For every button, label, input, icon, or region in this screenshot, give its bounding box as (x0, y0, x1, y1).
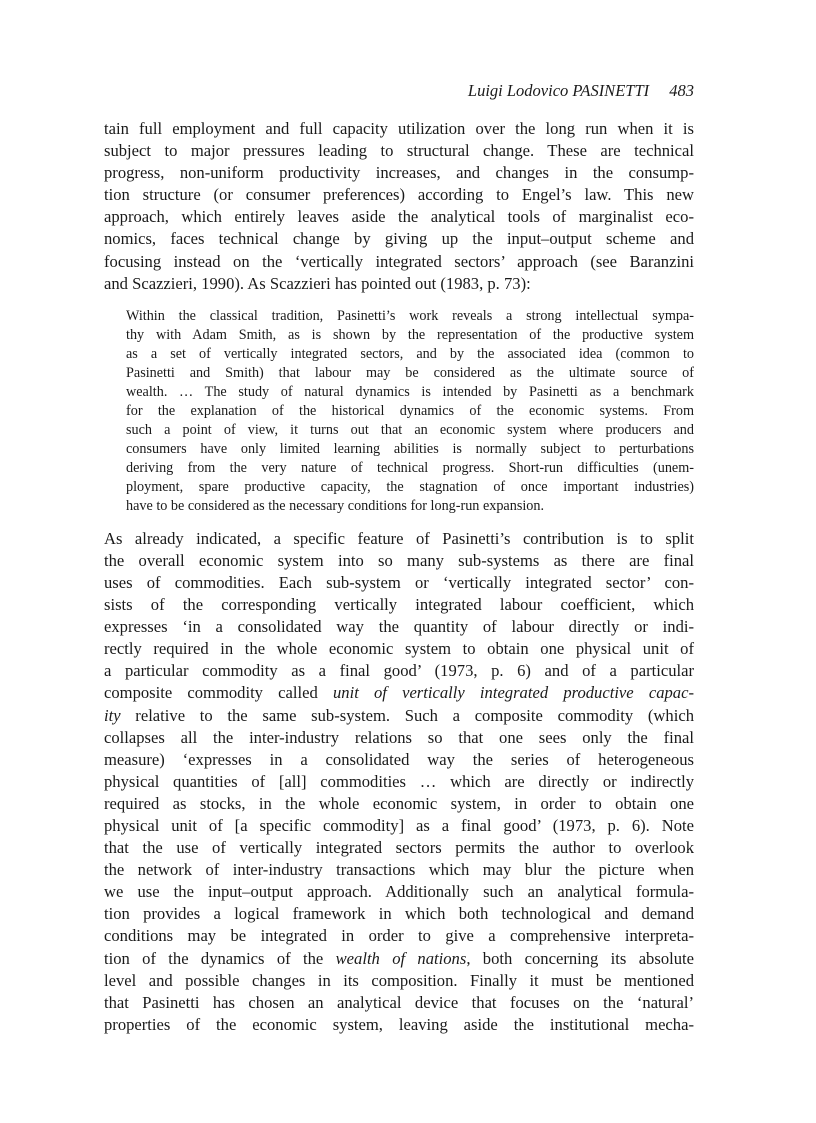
quote-line: for the explanation of the historical dynamics of the economic systems. From (126, 402, 694, 419)
text-line: subject to major pressures leading to structural change. These are technical (104, 141, 694, 161)
text-line: a particular commodity as a final good’ (1973, p. 6) and of a particular (104, 661, 694, 681)
quote-line: deriving from the very nature of technical progress. Short-run difficulties (unem- (126, 459, 694, 476)
text-line: physical quantities of [all] commodities … which are directly or indirectly (104, 771, 694, 791)
quote-line: consumers have only limited learning abilities is normally subject to perturbations (126, 440, 694, 457)
paragraph-2 (104, 528, 694, 1036)
text-line: focusing instead on the ‘vertically integrated sectors’ approach (see Baranzini (104, 251, 694, 271)
text-line: measure) ‘expresses in a consolidated way the series of heterogeneous (104, 749, 694, 769)
text-line: nomics, faces technical change by giving up the input–output scheme and (104, 229, 694, 249)
text-line: progress, non-uniform productivity increases, and changes in the consump- (104, 163, 694, 183)
text-line: tion structure (or consumer preferences) according to Engel’s law. This new (104, 185, 694, 205)
text-line: that the use of vertically integrated sectors permits the author to overlook (104, 838, 694, 858)
text-line: approach, which entirely leaves aside the analytical tools of marginalist eco- (104, 207, 694, 227)
page-number: 483 (669, 81, 694, 100)
text-line (104, 682, 694, 704)
body-text (104, 118, 694, 1036)
quote-line: thy with Adam Smith, as is shown by the representation of the productive system (126, 326, 694, 343)
text-line: level and possible changes in its composition. Finally it must be mentioned (104, 970, 694, 990)
italic-term: ity (104, 705, 121, 725)
text-line: rectly required in the whole economic system to obtain one physical unit of (104, 639, 694, 659)
paragraph-1 (104, 118, 694, 295)
quote-line: have to be considered as the necessary conditions for long-run expansion. (126, 497, 545, 514)
quote-line: Within the classical tradition, Pasinetti’s work reveals a strong intellectual sympa- (126, 307, 694, 324)
quote-line: wealth. … The study of natural dynamics is intended by Pasinetti as a benchmark (126, 383, 694, 400)
text-line: physical unit of [a specific commodity] as a final good’ (1973, p. 6). Note (104, 815, 694, 835)
text-line: collapses all the inter-industry relations so that one sees only the final (104, 727, 694, 747)
text-line: As already indicated, a specific feature of Pasinetti’s contribution is to split (104, 528, 694, 548)
text-line: we use the input–output approach. Additionally such an analytical formula- (104, 882, 694, 902)
quote-line: such a point of view, it turns out that an economic system where producers and (126, 421, 694, 438)
text-line: the network of inter-industry transactions which may blur the picture when (104, 860, 694, 880)
text-run: tion of the dynamics of the (104, 948, 336, 968)
text-run: relative to the same sub-system. Such a composite commodity (which (120, 705, 694, 725)
text-line: sists of the corresponding vertically integrated labour coefficient, which (104, 595, 694, 615)
quote-line: as a set of vertically integrated sectors, and by the associated idea (common to (126, 345, 694, 362)
text-line: tion provides a logical framework in which both technological and demand (104, 904, 694, 924)
text-line: tain full employment and full capacity utilization over the long run when it is (104, 119, 694, 138)
text-line: and Scazzieri, 1990). As Scazzieri has pointed out (1983, p. 73): (104, 273, 531, 293)
text-run: composite commodity called (104, 683, 333, 703)
running-head-author: Luigi Lodovico PASINETTI (467, 81, 650, 100)
running-head (104, 80, 694, 102)
text-line: properties of the economic system, leaving aside the institutional mecha- (104, 1014, 694, 1034)
text-line (104, 705, 694, 727)
text-line: expresses ‘in a consolidated way the quantity of labour directly or indi- (104, 617, 694, 637)
italic-term: unit of vertically integrated productive capac- (332, 683, 694, 703)
text-line: that Pasinetti has chosen an analytical device that focuses on the ‘natural’ (104, 992, 694, 1012)
block-quote (126, 307, 694, 516)
italic-title: wealth of nations (335, 948, 467, 968)
text-line (104, 948, 694, 970)
text-line: uses of commodities. Each sub-system or ‘vertically integrated sector’ con- (104, 572, 694, 592)
quote-line: ployment, spare productive capacity, the stagnation of once important industries) (126, 478, 694, 495)
text-run: , both concerning its absolute (466, 948, 694, 968)
quote-line: Pasinetti and Smith) that labour may be considered as the ultimate source of (126, 364, 694, 381)
text-line: the overall economic system into so many sub-systems as there are final (104, 550, 694, 570)
text-line: required as stocks, in the whole economic system, in order to obtain one (104, 793, 694, 813)
text-line: conditions may be integrated in order to give a comprehensive interpreta- (104, 926, 694, 946)
